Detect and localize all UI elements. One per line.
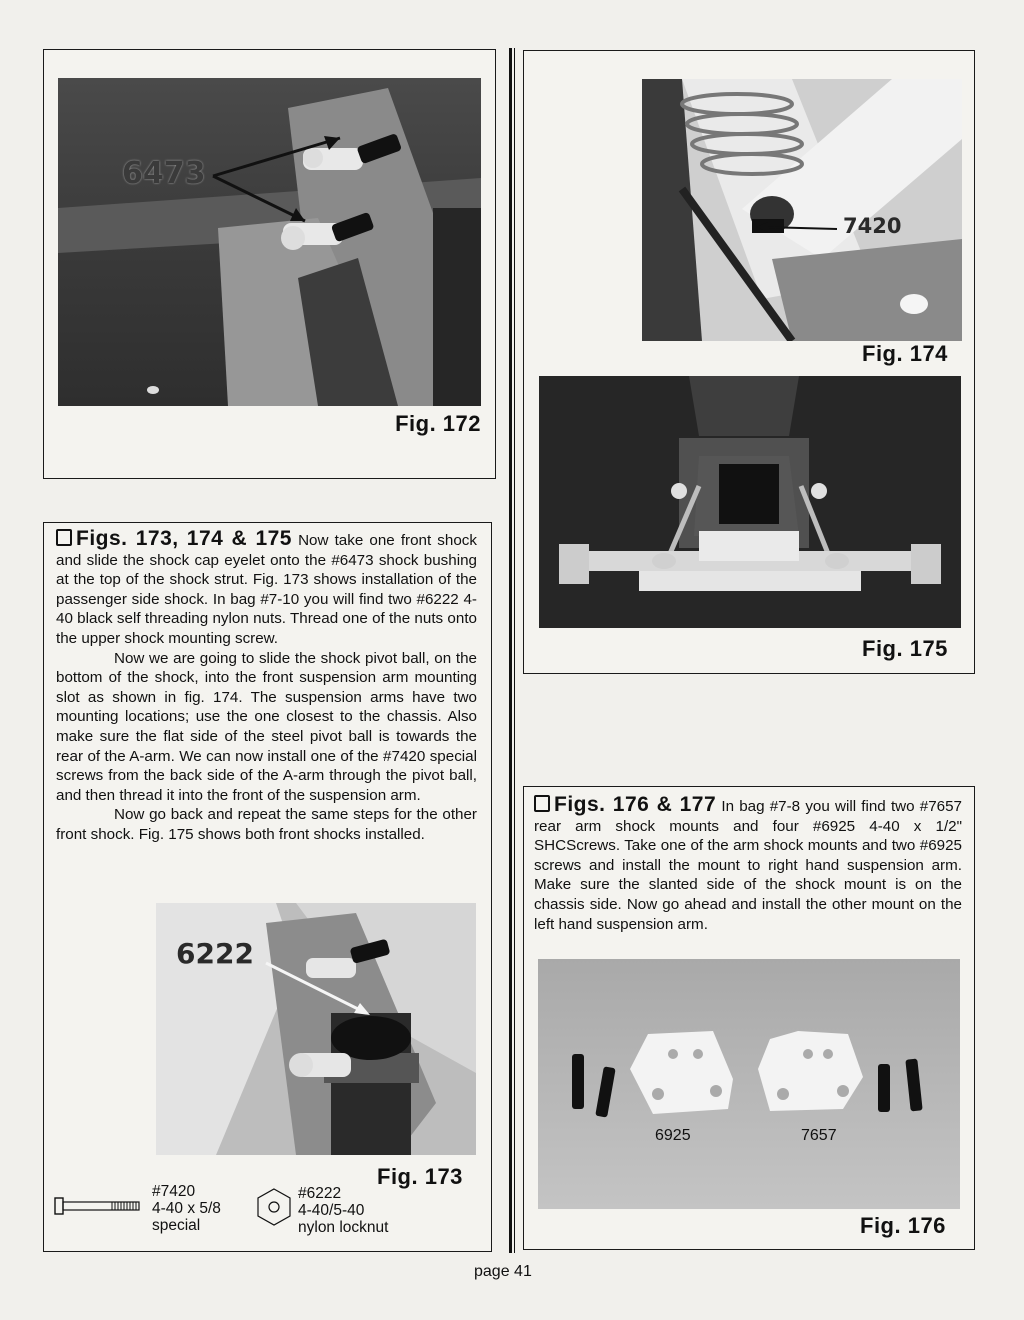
checkbox-icon[interactable] [534,795,550,812]
callout-7420: 7420 [843,214,902,238]
callout-6222: 6222 [176,937,254,970]
instructions-173-175-frame [43,522,492,1252]
figure-173-label: Fig. 173 [377,1164,463,1189]
instructions-173-175-text [56,529,477,845]
paragraph-176 [534,795,962,934]
figure-174-175-frame [523,50,975,674]
part-label-7657: 7657 [801,1127,837,1144]
nut-type: nylon locknut [298,1219,389,1236]
section-heading: Figs. 173, 174 & 175 [76,527,292,550]
binding-edge [509,48,512,1253]
screw-size: 4-40 x 5/8 [152,1200,221,1217]
figure-175-label: Fig. 175 [862,636,948,661]
nut-size: 4-40/5-40 [298,1202,365,1219]
checkbox-icon[interactable] [56,529,72,546]
nut-icon [256,1187,292,1227]
body-text: In bag #7-8 you will find two #7657 rear arm shock mounts and four #6925 4-40 x 1/2" SHCScrews. Take one of the arm shock mounts and two #6925 screws and install the mount to right hand suspension arm. Make sure the slanted side of the shock mount is on the chassis side. Now go ahead and install the other mount on the left hand suspension arm. [534,798,962,933]
paragraph-3: Now go back and repeat the same steps for the other front shock. Fig. 175 shows both front shocks installed. [56,806,477,843]
figure-176-label: Fig. 176 [860,1213,946,1238]
figure-175-photo [539,376,961,628]
screw-type: special [152,1217,201,1234]
intro-text: Now take one front shock and slide the shock cap eyelet onto the #6473 shock bushing at the top of the shock strut. Fig. 173 shows installation of the passenger side shock. In bag #7-10 you will find two #6222 4-40 black self threading nylon nuts. Thread one of the nuts onto the upper shock mounting screw. [56,532,477,647]
screw-icon [54,1195,140,1217]
paragraph-2: Now we are going to slide the shock pivot ball, on the bottom of the shock, into the front suspension arm mounting slot as shown in fig. 174. The suspension arms have two mounting locations; use the one closest to the chassis. Also make sure the flat side of the steel pivot ball is towards the rear of the A-arm. We can now install one of the #7420 special screws from the back side of the A-arm through the pivot ball, and then thread it into the front of the suspension arm. [56,649,477,804]
screw-part-number: #7420 [152,1183,196,1200]
figure-172-photo [58,78,481,406]
nut-legend [298,1185,388,1236]
binding-edge-inner [514,48,515,1253]
instructions-176-177-frame [523,786,975,1250]
instructions-176-177-text [534,795,962,934]
figure-176-photo [538,959,960,1209]
part-label-6925: 6925 [655,1127,691,1144]
figure-174-label: Fig. 174 [862,341,948,366]
section-heading: Figs. 176 & 177 [554,793,717,816]
page-number: page 41 [474,1263,532,1280]
nut-part-number: #6222 [298,1185,342,1202]
callout-6473: 6473 [122,156,206,191]
figure-174-photo [642,79,962,341]
figure-172-label: Fig. 172 [395,411,481,436]
paragraph-intro [56,529,477,649]
screw-legend [152,1183,221,1234]
figure-172-frame [43,49,496,479]
